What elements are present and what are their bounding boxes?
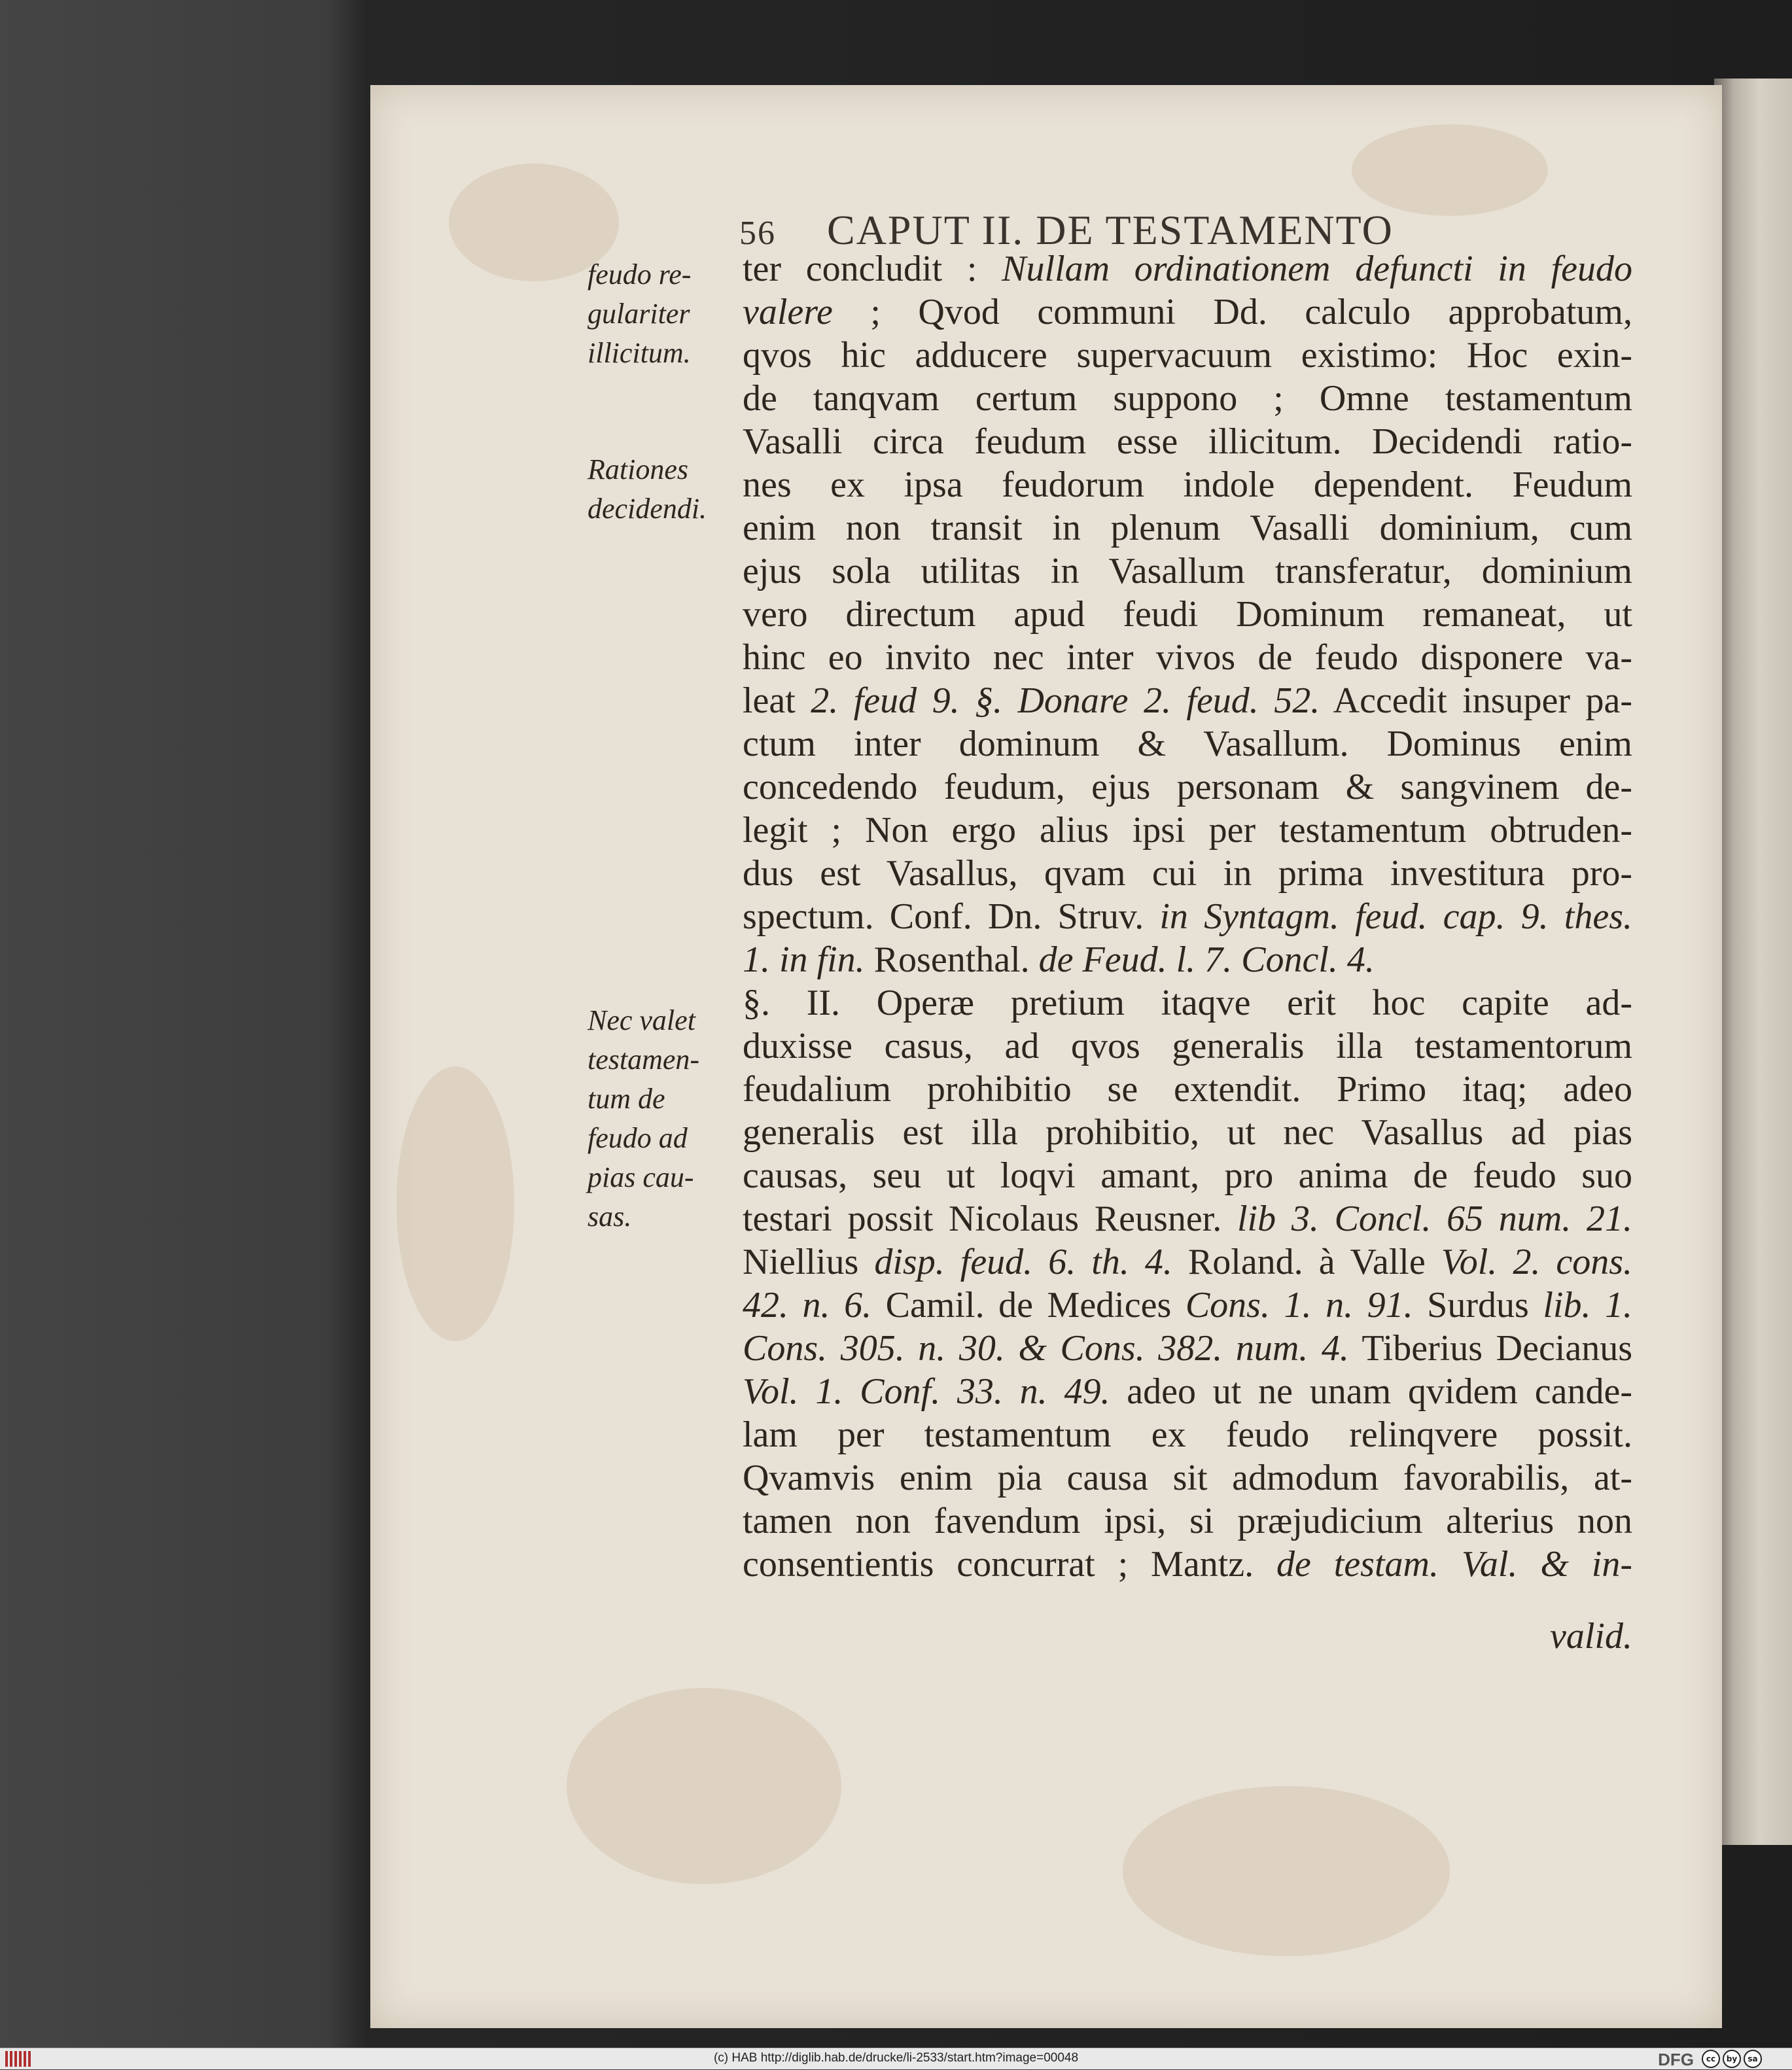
text-line bbox=[743, 1025, 1632, 1068]
margin-note-line: feudo ad bbox=[588, 1122, 688, 1154]
text-line bbox=[743, 1413, 1632, 1456]
margin-note-line: testamen- bbox=[588, 1044, 700, 1076]
footer-source-link[interactable]: (c) HAB http://diglib.hab.de/drucke/li-2533/start.htm?image=00048 bbox=[713, 2051, 1079, 2065]
margin-note-line: feudo re- bbox=[588, 258, 692, 290]
text-line bbox=[743, 1111, 1632, 1154]
text-line bbox=[743, 1154, 1632, 1197]
catchword: valid. bbox=[1550, 1616, 1632, 1657]
text-segment: qvos hic adducere supervacuum existimo: Hoc exin- bbox=[743, 335, 1632, 376]
text-line bbox=[743, 1284, 1632, 1327]
margin-note-line: tum de bbox=[588, 1083, 665, 1115]
margin-note bbox=[588, 450, 738, 529]
margin-note-line: illicitum. bbox=[588, 337, 691, 369]
facing-page-edge bbox=[1714, 79, 1792, 1845]
margin-note-line: decidendi. bbox=[588, 493, 707, 525]
text-segment: Roland. à Valle bbox=[1172, 1242, 1441, 1282]
text-segment: duxisse casus, ad qvos generalis illa testamentorum bbox=[743, 1026, 1632, 1066]
text-segment: lam per testamentum ex feudo relinqvere possit. bbox=[743, 1414, 1632, 1455]
text-segment: Qvamvis enim pia causa sit admodum favorabilis, at- bbox=[743, 1458, 1632, 1498]
text-segment: Cons. 1. n. 91. bbox=[1185, 1285, 1413, 1325]
text-segment: valere bbox=[743, 292, 833, 332]
text-segment: Accedit insuper pa- bbox=[1320, 680, 1633, 721]
text-segment: in Syntagm. feud. cap. 9. thes. bbox=[1159, 896, 1633, 937]
text-line bbox=[743, 1456, 1632, 1500]
text-line bbox=[743, 1197, 1632, 1240]
text-segment: Cons. 305. n. 30. & Cons. 382. num. 4. bbox=[743, 1328, 1349, 1369]
by-icon: by bbox=[1723, 2050, 1741, 2068]
text-segment: enim non transit in plenum Vasalli dominium, cum bbox=[743, 508, 1632, 548]
text-segment: dus est Vasallus, qvam cui in prima investitura pro- bbox=[743, 853, 1632, 894]
text-line bbox=[743, 895, 1632, 938]
text-line bbox=[743, 506, 1632, 550]
text-segment: tamen non favendum ipsi, si præjudicium alterius non bbox=[743, 1501, 1632, 1541]
text-segment: lib 3. Concl. 65 num. 21. bbox=[1237, 1199, 1632, 1239]
text-segment: causas, seu ut loqvi amant, pro anima de feudo suo bbox=[743, 1155, 1632, 1196]
footer-bar bbox=[0, 2048, 1792, 2069]
text-line bbox=[743, 1240, 1632, 1284]
text-segment: Vol. 1. Conf. 33. n. 49. bbox=[743, 1371, 1110, 1412]
text-line bbox=[743, 1370, 1632, 1413]
dfg-logo: DFG bbox=[1658, 2050, 1694, 2069]
text-segment: Rosenthal. bbox=[864, 939, 1039, 980]
text-line bbox=[743, 420, 1632, 463]
text-segment: Tiberius Decianus bbox=[1348, 1328, 1632, 1369]
text-segment: Vasalli circa feudum esse illicitum. Decidendi ratio- bbox=[743, 421, 1632, 462]
text-line bbox=[743, 981, 1632, 1025]
text-line bbox=[743, 290, 1632, 334]
text-segment: Vol. 2. cons. bbox=[1441, 1242, 1633, 1282]
text-segment: Camil. de Medices bbox=[871, 1285, 1186, 1325]
margin-note-line: gulariter bbox=[588, 298, 690, 330]
text-line bbox=[743, 679, 1632, 722]
text-line bbox=[743, 550, 1632, 593]
text-line bbox=[743, 334, 1632, 377]
text-segment: concedendo feudum, ejus personam & sangvinem de- bbox=[743, 767, 1632, 807]
text-segment: §. II. Operæ pretium itaqve erit hoc capite ad- bbox=[743, 983, 1632, 1023]
text-segment: feudalium prohibitio se extendit. Primo itaq; adeo bbox=[743, 1069, 1632, 1110]
text-line bbox=[743, 1327, 1632, 1370]
text-segment: legit ; Non ergo alius ipsi per testamentum obtruden- bbox=[743, 810, 1632, 851]
text-segment: adeo ut ne unam qvidem cande- bbox=[1110, 1371, 1632, 1412]
text-line bbox=[743, 809, 1632, 852]
text-segment: consentientis concurrat ; Mantz. bbox=[743, 1544, 1277, 1585]
text-segment: lib. 1. bbox=[1543, 1285, 1633, 1325]
text-segment: Niellius bbox=[743, 1242, 875, 1282]
text-segment: ; Qvod communi Dd. calculo approbatum, bbox=[832, 292, 1632, 332]
text-segment: de Feud. l. 7. Concl. 4. bbox=[1038, 939, 1375, 980]
text-line bbox=[743, 377, 1632, 420]
text-segment: vero directum apud feudi Dominum remaneat, ut bbox=[743, 594, 1632, 635]
text-segment: de tanqvam certum suppono ; Omne testamentum bbox=[743, 378, 1632, 419]
margin-note-line: pias cau- bbox=[588, 1161, 694, 1193]
text-segment: 42. n. 6. bbox=[743, 1285, 872, 1325]
cc-license-badge[interactable] bbox=[1702, 2050, 1787, 2067]
text-segment: spectum. Conf. Dn. Struv. bbox=[743, 896, 1160, 937]
margin-note bbox=[588, 1001, 738, 1237]
text-line bbox=[743, 1543, 1632, 1586]
text-line bbox=[743, 463, 1632, 506]
text-line bbox=[743, 636, 1632, 679]
text-segment: generalis est illa prohibitio, ut nec Vasallus ad pias bbox=[743, 1112, 1632, 1153]
text-segment: Surdus bbox=[1413, 1285, 1543, 1325]
text-segment: Nullam ordinationem defuncti in feudo bbox=[1002, 249, 1632, 289]
sa-icon: sa bbox=[1744, 2050, 1762, 2068]
text-segment: ctum inter dominum & Vasallum. Dominus enim bbox=[743, 724, 1632, 764]
text-segment: leat bbox=[743, 680, 811, 721]
text-segment: disp. feud. 6. th. 4. bbox=[874, 1242, 1172, 1282]
text-segment: ejus sola utilitas in Vasallum transferatur, dominium bbox=[743, 551, 1632, 591]
text-line bbox=[743, 765, 1632, 809]
text-line bbox=[743, 1500, 1632, 1543]
margin-note-line: sas. bbox=[588, 1201, 632, 1233]
margin-note-line: Rationes bbox=[588, 453, 688, 485]
page-number: 56 bbox=[739, 215, 776, 252]
text-segment: nes ex ipsa feudorum indole dependent. Feudum bbox=[743, 465, 1632, 505]
cc-icon: cc bbox=[1702, 2050, 1720, 2068]
margin-note bbox=[588, 255, 738, 373]
text-segment: hinc eo invito nec inter vivos de feudo disponere va- bbox=[743, 637, 1632, 678]
text-segment: ter concludit : bbox=[743, 249, 1002, 289]
text-segment: de testam. Val. & in- bbox=[1276, 1544, 1632, 1585]
text-line bbox=[743, 1068, 1632, 1111]
text-line bbox=[743, 593, 1632, 636]
text-line bbox=[743, 247, 1632, 290]
margin-note-line: Nec valet bbox=[588, 1004, 695, 1036]
text-segment: 1. in fin. bbox=[743, 939, 865, 980]
text-line bbox=[743, 938, 1632, 981]
text-line bbox=[743, 852, 1632, 895]
text-segment: 2. feud 9. §. Donare 2. feud. 52. bbox=[811, 680, 1320, 721]
text-line bbox=[743, 722, 1632, 765]
running-head-title: CAPUT II. DE TESTAMENTO bbox=[827, 207, 1394, 253]
text-segment: testari possit Nicolaus Reusner. bbox=[743, 1199, 1237, 1239]
